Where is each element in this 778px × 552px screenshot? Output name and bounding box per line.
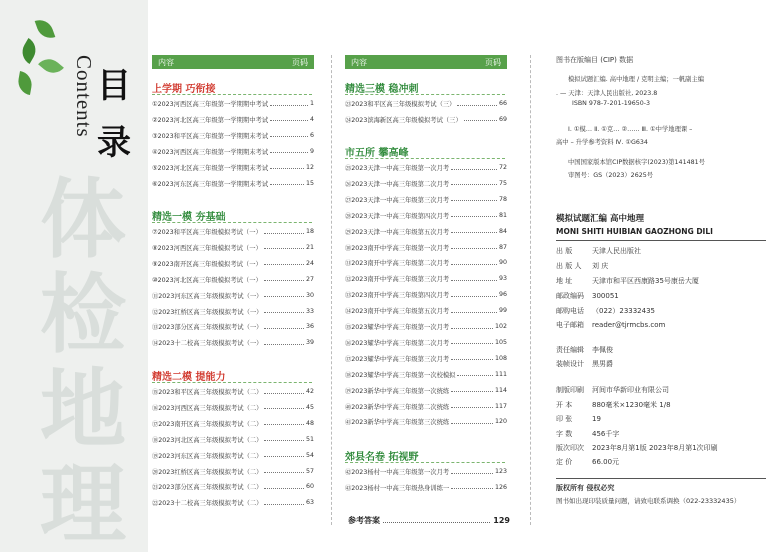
toc-entry-title: ㉗2023天津一中高三年级第三次月考	[345, 196, 450, 204]
leader-dots	[264, 277, 304, 281]
toc-entry	[152, 275, 314, 284]
leader-dots	[451, 181, 497, 185]
imprint-row	[556, 306, 655, 316]
toc-entry-title: ⑧2023河西区高三年级模拟考试（一）	[152, 244, 262, 252]
cip-line: Ⅰ. ①模… Ⅱ. ①克… ②…… Ⅲ. ①中学地理课 –	[568, 126, 693, 133]
toc-entry	[345, 306, 507, 315]
leaf-icon	[38, 54, 64, 79]
toc-entry	[152, 227, 314, 236]
toc-entry-title: ⑦2023和平区高三年级模拟考试（一）	[152, 229, 262, 236]
toc-entry-title: ㉕2023天津一中高三年级第一次月考	[345, 165, 450, 172]
leader-dots	[451, 261, 497, 265]
imprint-row	[556, 385, 669, 395]
toc-entry	[345, 354, 507, 363]
section-underline	[345, 158, 505, 159]
leader-dots	[457, 102, 497, 106]
title-character-1: 目	[97, 66, 131, 106]
toc-entry	[152, 243, 314, 252]
imprint-key: 出 版	[556, 247, 573, 255]
imprint-row	[556, 429, 619, 439]
cip-line: . — 天津：天津人民出版社, 2023.8	[556, 90, 658, 97]
toc-entry-page: 123	[494, 468, 507, 475]
toc-entry-page: 81	[498, 211, 507, 219]
leader-dots	[264, 261, 304, 265]
imprint-value: 300051	[592, 292, 619, 300]
toc-entry	[152, 307, 314, 316]
toc-entry-title: ㊳2023耀华中学高三年级第一次校模拟	[345, 371, 456, 379]
toc-entry-title: ⑰2023南开区高三年级模拟考试（二）	[152, 420, 263, 428]
toc-entry	[345, 290, 507, 299]
toc-entry-title: ③2023和平区高三年级第一学期期末考试	[152, 132, 269, 140]
toc-entry	[345, 211, 507, 220]
imprint-row	[556, 291, 619, 301]
contents-english-label: Contents	[72, 55, 96, 138]
leaf-icon	[16, 71, 34, 95]
rule	[556, 478, 766, 479]
toc-header-page: 页码	[292, 57, 308, 67]
toc-entry-page: 78	[498, 195, 507, 203]
toc-entry	[152, 498, 314, 507]
leader-dots	[451, 325, 493, 329]
toc-entry-page: 60	[305, 483, 314, 491]
leader-dots	[270, 117, 308, 121]
toc-entry-title: ㊵2023新华中学高三年级第二次统练	[345, 403, 450, 411]
toc-entry-page: 51	[305, 435, 314, 443]
toc-entry-page: 84	[498, 227, 507, 235]
toc-entry-title: ㉓2023和平区高三年级模拟考试（三）	[345, 101, 456, 108]
toc-entry	[345, 243, 507, 252]
toc-entry-title: ㊴2023新华中学高三年级第一次统练	[345, 387, 450, 395]
background-character: 地	[40, 360, 126, 460]
imprint-value: reader@tjrmcbs.com	[592, 321, 666, 329]
toc-entry-page: 117	[494, 402, 507, 410]
toc-entry-page: 63	[305, 499, 314, 507]
leader-dots	[264, 293, 304, 297]
toc-entry-title: ㉝2023南开中学高三年级第四次月考	[345, 292, 450, 300]
leader-dots	[451, 197, 497, 201]
toc-entry-title: ㉛2023南开中学高三年级第二次月考	[345, 260, 450, 268]
toc-entry	[345, 99, 507, 108]
toc-entry	[152, 179, 314, 188]
toc-entry-title: ⑩2023河北区高三年级模拟考试（一）	[152, 276, 262, 284]
leader-dots	[264, 421, 304, 425]
imprint-key: 印 张	[556, 415, 573, 423]
leader-dots	[264, 341, 304, 345]
section-title: 郊县名卷 拓视野	[345, 452, 419, 463]
toc-entry	[345, 227, 507, 236]
leader-dots	[270, 149, 308, 153]
imprint-key: 制版印刷	[556, 386, 584, 394]
imprint-row	[556, 400, 671, 410]
imprint-value: 天津市和平区西康路35号康岳大厦	[592, 277, 699, 285]
imprint-key: 字 数	[556, 430, 573, 438]
leader-dots	[451, 245, 497, 249]
toc-header-label: 内容	[351, 57, 367, 67]
section-underline	[345, 462, 505, 463]
toc-entry-page: 1	[309, 100, 314, 107]
imprint-value: （022）23332435	[592, 307, 655, 315]
toc-entry	[152, 451, 314, 460]
toc-entry	[152, 115, 314, 124]
toc-entry-page: 30	[305, 291, 314, 299]
background-character: 体	[40, 170, 126, 270]
leader-dots	[451, 340, 493, 344]
imprint-key: 邮政编码	[556, 292, 584, 300]
toc-column-1	[152, 55, 314, 69]
toc-entry-page: 33	[305, 307, 314, 315]
imprint-row	[556, 320, 665, 330]
leader-dots	[451, 229, 497, 233]
toc-entry	[152, 482, 314, 491]
toc-entry-title: ㉙2023天津一中高三年级第五次月考	[345, 228, 450, 236]
toc-entry	[345, 163, 507, 172]
toc-entry-title: ㊸2023杨村一中高三年级热身训练一	[345, 484, 450, 492]
toc-column-2	[345, 55, 507, 69]
imprint-row	[556, 443, 718, 453]
imprint-key: 出 版 人	[556, 262, 582, 270]
imprint-value: 天津人民出版社	[592, 247, 641, 255]
toc-entry	[345, 370, 507, 379]
toc-header-page: 页码	[485, 57, 501, 67]
toc-entry-page: 36	[305, 323, 314, 331]
imprint-key: 邮购电话	[556, 307, 584, 315]
book-title-pinyin: MONI SHITI HUIBIAN GAOZHONG DILI	[556, 227, 713, 236]
quality-notice: 图书如出现印装质量问题，请致电联系调换（022-23332435）	[556, 497, 741, 505]
leader-dots	[464, 117, 497, 121]
toc-entry	[345, 483, 507, 492]
toc-entry-page: 57	[305, 467, 314, 475]
background-character: 理	[40, 455, 126, 552]
book-title: 模拟试题汇编 高中地理	[556, 214, 644, 224]
toc-entry-title: ②2023河北区高三年级第一学期期中考试	[152, 116, 269, 124]
toc-entry-page: 45	[305, 403, 314, 411]
leader-dots	[264, 469, 304, 473]
toc-entry-page: 54	[305, 451, 314, 459]
section-title: 上学期 巧衔接	[152, 84, 216, 95]
toc-entry-title: ⑲2023河东区高三年级模拟考试（二）	[152, 452, 263, 460]
leader-dots	[451, 356, 493, 360]
toc-entry-page: 42	[305, 388, 314, 395]
leader-dots	[264, 485, 304, 489]
toc-entry-page: 15	[305, 179, 314, 187]
imprint-value: 2023年8月第1版 2023年8月第1次印刷	[592, 444, 718, 452]
toc-entry-title: ⑱2023河北区高三年级模拟考试（二）	[152, 436, 263, 444]
toc-entry-page: 99	[498, 307, 507, 315]
cip-line: 模拟试题汇编. 高中地理 / 克明主编；一帆副主编	[568, 76, 705, 83]
toc-entry-page: 18	[305, 228, 314, 235]
toc-entry-page: 87	[498, 243, 507, 251]
column-divider	[530, 55, 531, 525]
imprint-value: 河间市华新印业有限公司	[592, 386, 669, 394]
toc-entry-page: 24	[305, 259, 314, 267]
toc-entry-title: ㉞2023南开中学高三年级第五次月考	[345, 308, 450, 316]
toc-entry-page: 39	[305, 339, 314, 347]
toc-entry-title: ㉔2023滨海新区高三年级模拟考试（三）	[345, 116, 462, 124]
toc-entry-page: 4	[309, 115, 314, 123]
toc-entry-title: ④2023河西区高三年级第一学期期末考试	[152, 148, 269, 156]
imprint-value: 456千字	[592, 430, 620, 438]
title-character-2: 录	[97, 123, 131, 163]
toc-header	[152, 55, 314, 69]
toc-entry-page: 48	[305, 419, 314, 427]
toc-entry	[152, 419, 314, 428]
toc-entry	[345, 115, 507, 124]
toc-entry	[345, 467, 507, 476]
leader-dots	[264, 245, 304, 249]
toc-entry-title: ㉚2023南开中学高三年级第一次月考	[345, 244, 450, 252]
leader-dots	[457, 372, 492, 376]
section-title: 精选三模 稳冲刺	[345, 84, 419, 95]
cip-line: 中国国家版本馆CIP数据核字(2023)第141481号	[568, 159, 705, 166]
toc-entry-title: ㉘2023天津一中高三年级第四次月考	[345, 212, 450, 220]
toc-entry-page: 102	[494, 323, 507, 330]
section-underline	[345, 94, 505, 95]
imprint-key: 地 址	[556, 277, 573, 285]
leader-dots	[270, 181, 304, 185]
toc-entry-page: 120	[494, 418, 507, 426]
cip-line: 高中 – 升学参考资料 Ⅳ. ①G634	[556, 139, 648, 146]
toc-entry-page: 96	[498, 291, 507, 299]
section-title: 精选二模 提能力	[152, 372, 226, 383]
section-underline	[152, 382, 312, 383]
rule	[556, 240, 766, 241]
toc-entry-title: ㊷2023杨村一中高三年级第一次月考	[345, 469, 450, 476]
imprint-row	[556, 276, 699, 286]
toc-entry-title: ⑪2023河东区高三年级模拟考试（一）	[152, 292, 263, 300]
toc-entry	[152, 387, 314, 396]
imprint-key: 开 本	[556, 401, 573, 409]
leaf-icon	[17, 38, 40, 64]
toc-entry-title: ㊱2023耀华中学高三年级第二次月考	[345, 339, 450, 347]
section-underline	[152, 222, 312, 223]
leader-dots	[383, 518, 490, 523]
toc-entry-page: 9	[309, 147, 314, 155]
toc-entry	[152, 403, 314, 412]
toc-entry-page: 111	[494, 370, 507, 378]
toc-entry	[345, 195, 507, 204]
section-title: 精选一模 夯基础	[152, 212, 226, 223]
toc-entry-page: 6	[309, 131, 314, 139]
toc-entry-title: ⑮2023和平区高三年级模拟考试（二）	[152, 389, 263, 396]
leader-dots	[264, 390, 304, 394]
imprint-row	[556, 261, 608, 271]
leader-dots	[264, 453, 304, 457]
toc-entry	[152, 467, 314, 476]
toc-entry-title: ㉜2023南开中学高三年级第三次月考	[345, 276, 450, 284]
leader-dots	[270, 133, 308, 137]
toc-entry-page: 90	[498, 259, 507, 267]
toc-entry	[345, 338, 507, 347]
leader-dots	[451, 485, 493, 489]
imprint-value: 19	[592, 415, 601, 423]
toc-entry-page: 21	[305, 243, 314, 251]
toc-entry-page: 126	[494, 483, 507, 491]
toc-entry-title: ⑥2023河东区高三年级第一学期期末考试	[152, 180, 269, 188]
leader-dots	[451, 277, 497, 281]
background-character: 检	[40, 265, 126, 365]
leader-dots	[264, 309, 304, 313]
leader-dots	[270, 102, 308, 106]
toc-entry	[152, 99, 314, 108]
toc-entry-page: 114	[494, 386, 507, 394]
toc-entry-title: ㊶2023新华中学高三年级第三次统练	[345, 419, 450, 427]
column-divider	[331, 55, 332, 525]
toc-header-label: 内容	[158, 57, 174, 67]
toc-entry-title: ⑯2023河西区高三年级模拟考试（二）	[152, 404, 263, 412]
toc-entry-page: 66	[498, 100, 507, 107]
leader-dots	[264, 437, 304, 441]
imprint-key: 定 价	[556, 458, 573, 466]
section-title: 市五所 攀高峰	[345, 148, 409, 159]
toc-entry	[152, 259, 314, 268]
imprint-row	[556, 414, 601, 424]
leader-dots	[451, 470, 493, 474]
leader-dots	[270, 165, 304, 169]
answers-page: 129	[493, 516, 510, 525]
toc-entry	[152, 435, 314, 444]
toc-entry	[345, 386, 507, 395]
leader-dots	[451, 293, 497, 297]
toc-entry-page: 108	[494, 354, 507, 362]
cip-line: 审图号：GS（2023）2625号	[568, 172, 654, 179]
imprint-key: 版次印次	[556, 444, 584, 452]
imprint-value: 黑男爵	[592, 360, 613, 368]
leader-dots	[451, 213, 497, 217]
toc-entry	[152, 291, 314, 300]
toc-entry-title: ⑬2023部分区高三年级模拟考试（一）	[152, 324, 263, 332]
imprint-row	[556, 457, 619, 467]
imprint-row	[556, 359, 613, 369]
section-underline	[152, 94, 312, 95]
cip-line: ISBN 978-7-201-19650-3	[572, 100, 651, 107]
toc-entry-page: 69	[498, 115, 507, 123]
copyright-line: 版权所有 侵权必究	[556, 484, 615, 492]
toc-entry	[345, 258, 507, 267]
toc-entry	[345, 274, 507, 283]
imprint-value: 880毫米×1230毫米 1/8	[592, 401, 671, 409]
toc-entry	[152, 163, 314, 172]
imprint-value: 刘 庆	[592, 262, 609, 270]
imprint-key: 电子邮箱	[556, 321, 584, 329]
leader-dots	[451, 166, 497, 170]
toc-entry	[345, 417, 507, 426]
leader-dots	[451, 404, 493, 408]
answers-entry	[348, 515, 510, 526]
leader-dots	[264, 325, 304, 329]
toc-entry-page: 75	[498, 179, 507, 187]
toc-entry-title: ㊲2023耀华中学高三年级第三次月考	[345, 355, 450, 363]
toc-entry	[152, 131, 314, 140]
toc-entry-title: ⑫2023红桥区高三年级模拟考试（一）	[152, 308, 263, 316]
toc-entry-page: 93	[498, 275, 507, 283]
toc-entry-title: ㉖2023天津一中高三年级第二次月考	[345, 180, 450, 188]
imprint-key: 装帧设计	[556, 360, 584, 368]
toc-entry-page: 72	[498, 164, 507, 171]
toc-entry-page: 27	[305, 275, 314, 283]
toc-entry-title: ㉑2023部分区高三年级模拟考试（二）	[152, 484, 263, 492]
imprint-key: 责任编辑	[556, 346, 584, 354]
leader-dots	[451, 420, 493, 424]
toc-entry	[152, 338, 314, 347]
imprint-row	[556, 345, 613, 355]
cover-left-panel	[0, 0, 148, 552]
toc-entry-title: ⑤2023河北区高三年级第一学期期末考试	[152, 164, 269, 172]
leader-dots	[264, 405, 304, 409]
toc-entry-title: ⑭2023十二校高三年级模拟考试（一）	[152, 340, 263, 348]
imprint-value: 66.00元	[592, 458, 620, 466]
toc-entry-title: ㉒2023十二校高三年级模拟考试（二）	[152, 500, 263, 508]
toc-header	[345, 55, 507, 69]
leaf-icon	[35, 16, 56, 41]
toc-entry	[345, 179, 507, 188]
answers-label: 参考答案	[348, 516, 380, 525]
toc-entry-title: ①2023河西区高三年级第一学期期中考试	[152, 101, 269, 108]
toc-entry-page: 12	[305, 163, 314, 171]
leader-dots	[451, 388, 493, 392]
leader-dots	[264, 501, 304, 505]
toc-entry-title: ⑳2023红桥区高三年级模拟考试（二）	[152, 468, 263, 476]
toc-entry	[152, 147, 314, 156]
toc-entry-title: ⑨2023南开区高三年级模拟考试（一）	[152, 260, 262, 268]
toc-entry	[152, 322, 314, 331]
toc-entry	[345, 322, 507, 331]
imprint-row	[556, 246, 641, 256]
toc-entry	[345, 402, 507, 411]
toc-entry-title: ㉟2023耀华中学高三年级第一次月考	[345, 324, 450, 331]
toc-entry-page: 105	[494, 338, 507, 346]
cip-heading: 图书在版编目 (CIP) 数据	[556, 56, 634, 64]
imprint-value: 李佩俊	[592, 346, 613, 354]
leader-dots	[451, 309, 497, 313]
leader-dots	[264, 230, 304, 234]
